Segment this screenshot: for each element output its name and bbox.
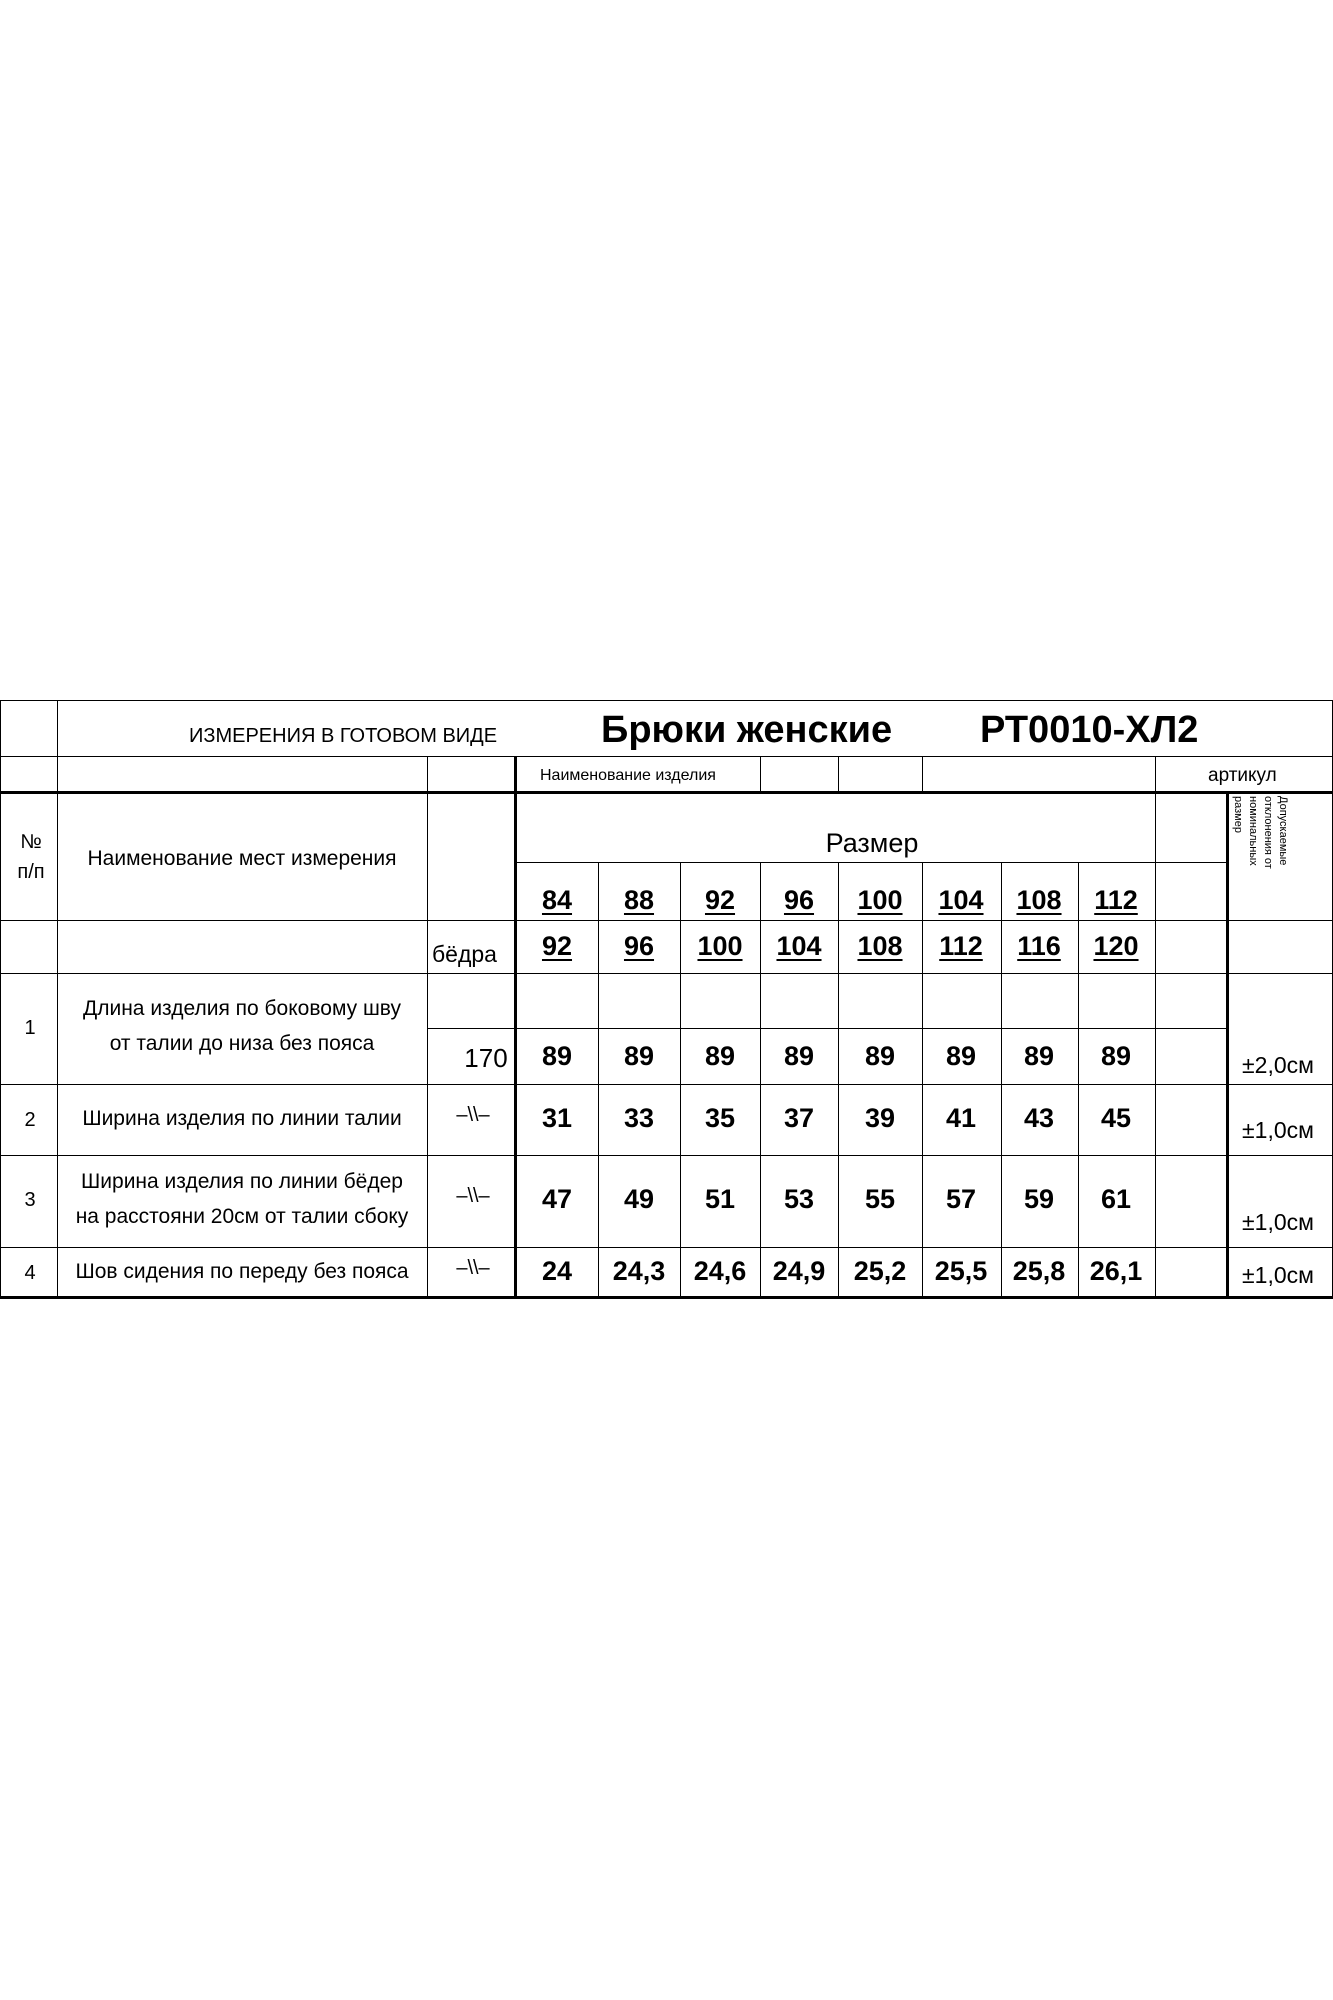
measurement-value: 89 xyxy=(945,1041,977,1071)
grid-line xyxy=(0,1247,1333,1248)
measurement-value: 24,3 xyxy=(612,1256,666,1286)
size-chart-sheet: ИЗМЕРЕНИЯ В ГОТОВОМ ВИДЕ Брюки женские РТ0010-ХЛ2 Наименование изделия артикул № п/п Наименование мест измерения Размер бёдра Допускаемые отклонения от номинальных размер 84 88 92 96 100 104 108 112 92 96 100 104 108 112 116 120 1 Длина изделия по боковому шву от талии до низа без пояса 170 89 89 89 89 89 89 89 89 ±2,0см 2 Ширина изделия по линии талии –\\– 31 33 35 37 39 41 43 45 ±1,0см 3 Ширина изделия по линии бёдер на расстояни 20см от талии сбоку –\\– 47 49 51 53 55 57 59 61 ±1,0см 4 Шов сидения по переду без пояса –\\– 24 24,3 24,6 24,9 25,2 25,5 25,8 26,1 ±1,0см xyxy=(0,700,1333,1300)
grid-line xyxy=(1001,862,1002,1298)
size-top-92: 92 xyxy=(704,885,736,915)
number-label-line2: п/п xyxy=(17,861,45,883)
grid-line xyxy=(0,1155,1333,1156)
size-top-84: 84 xyxy=(541,885,573,915)
tolerance-value: ±1,0см xyxy=(1242,1117,1314,1143)
grid-line xyxy=(1226,791,1229,1298)
measurement-value: 24,6 xyxy=(693,1256,747,1286)
size-hips-112: 112 xyxy=(939,931,983,961)
measurement-name: на расстояни 20см от талии сбоку xyxy=(75,1205,409,1228)
size-top-108: 108 xyxy=(1016,885,1062,915)
measurement-value: 89 xyxy=(541,1041,573,1071)
size-top-88: 88 xyxy=(623,885,655,915)
measurement-value: 89 xyxy=(783,1041,815,1071)
grid-line xyxy=(0,973,1333,974)
measurement-value: 24,9 xyxy=(772,1256,826,1286)
measurement-note: –\\– xyxy=(456,1104,490,1126)
measurement-value: 25,8 xyxy=(1012,1256,1066,1286)
grid-line xyxy=(0,1084,1333,1085)
measurement-value: 61 xyxy=(1100,1184,1132,1214)
grid-line xyxy=(514,756,517,1298)
name-column-label: Наименование мест измерения xyxy=(87,847,397,870)
tolerance-value: ±2,0см xyxy=(1242,1052,1314,1078)
grid-line xyxy=(598,862,599,1298)
tolerance-value: ±1,0см xyxy=(1242,1209,1314,1235)
measurement-value: 35 xyxy=(704,1103,736,1133)
measurement-note: –\\– xyxy=(456,1257,490,1279)
size-top-112: 112 xyxy=(1094,885,1138,915)
measurement-value: 49 xyxy=(623,1184,655,1214)
measurement-note: 170 xyxy=(464,1043,508,1073)
article-code: РТ0010-ХЛ2 xyxy=(980,709,1199,751)
size-hips-96: 96 xyxy=(623,931,655,961)
measurement-value: 89 xyxy=(623,1041,655,1071)
measurement-name: Длина изделия по боковому шву xyxy=(83,997,401,1020)
grid-line xyxy=(760,862,761,1298)
grid-line xyxy=(0,791,1333,794)
measurement-value: 89 xyxy=(1023,1041,1055,1071)
grid-line xyxy=(0,700,1,1298)
measurements-title: ИЗМЕРЕНИЯ В ГОТОВОМ ВИДЕ xyxy=(189,725,498,747)
grid-line xyxy=(0,920,1333,921)
measurement-value: 89 xyxy=(1100,1041,1132,1071)
row-number: 3 xyxy=(24,1189,36,1211)
grid-line xyxy=(0,1296,1333,1299)
measurement-value: 57 xyxy=(945,1184,977,1214)
grid-line xyxy=(760,756,761,791)
measurement-value: 39 xyxy=(864,1103,896,1133)
grid-line xyxy=(838,756,839,791)
size-top-100: 100 xyxy=(857,885,903,915)
measurement-name: Ширина изделия по линии талии xyxy=(82,1107,402,1130)
measurement-note: –\\– xyxy=(456,1185,490,1207)
measurement-value: 26,1 xyxy=(1089,1256,1143,1286)
size-hips-104: 104 xyxy=(776,931,822,961)
size-hips-100: 100 xyxy=(697,931,743,961)
grid-line xyxy=(427,756,428,1298)
measurement-value: 47 xyxy=(541,1184,573,1214)
measurement-value: 24 xyxy=(541,1256,573,1286)
size-hips-120: 120 xyxy=(1093,931,1139,961)
measurement-value: 31 xyxy=(541,1103,573,1133)
measurement-value: 89 xyxy=(704,1041,736,1071)
measurement-value: 89 xyxy=(864,1041,896,1071)
measurement-value: 25,2 xyxy=(853,1256,907,1286)
product-name: Брюки женские xyxy=(601,709,893,751)
grid-line xyxy=(1078,862,1079,1298)
row-number: 2 xyxy=(24,1109,36,1131)
row-number: 4 xyxy=(24,1262,36,1284)
size-hips-108: 108 xyxy=(857,931,903,961)
measurement-value: 45 xyxy=(1100,1103,1132,1133)
article-label: артикул xyxy=(1208,765,1277,786)
row-number: 1 xyxy=(24,1017,36,1039)
grid-line xyxy=(838,862,839,1298)
measurement-name: от талии до низа без пояса xyxy=(109,1032,375,1055)
grid-line xyxy=(680,862,681,1298)
tolerance-value: ±1,0см xyxy=(1242,1262,1314,1288)
measurement-value: 53 xyxy=(783,1184,815,1214)
grid-line xyxy=(427,1028,1227,1029)
measurement-value: 55 xyxy=(864,1184,896,1214)
grid-line xyxy=(0,756,1333,757)
measurement-value: 59 xyxy=(1023,1184,1055,1214)
product-name-label: Наименование изделия xyxy=(540,767,716,784)
measurement-value: 33 xyxy=(623,1103,655,1133)
measurement-value: 43 xyxy=(1023,1103,1055,1133)
number-label-line1: № xyxy=(20,831,42,853)
hips-label: бёдра xyxy=(432,941,497,967)
grid-line xyxy=(1155,756,1156,1298)
size-hips-92: 92 xyxy=(541,931,573,961)
size-label: Размер xyxy=(825,828,919,858)
grid-line xyxy=(0,700,1333,701)
measurement-name: Шов сидения по переду без пояса xyxy=(75,1260,409,1283)
measurement-value: 51 xyxy=(704,1184,736,1214)
measurement-name: Ширина изделия по линии бёдер xyxy=(81,1170,403,1193)
size-top-96: 96 xyxy=(783,885,815,915)
measurement-value: 41 xyxy=(945,1103,977,1133)
grid-line xyxy=(57,700,58,1298)
size-top-104: 104 xyxy=(938,885,984,915)
grid-line xyxy=(515,862,1228,863)
size-hips-116: 116 xyxy=(1017,931,1061,961)
grid-line xyxy=(922,862,923,1298)
grid-line xyxy=(922,756,923,791)
measurement-value: 25,5 xyxy=(934,1256,988,1286)
measurement-value: 37 xyxy=(783,1103,815,1133)
